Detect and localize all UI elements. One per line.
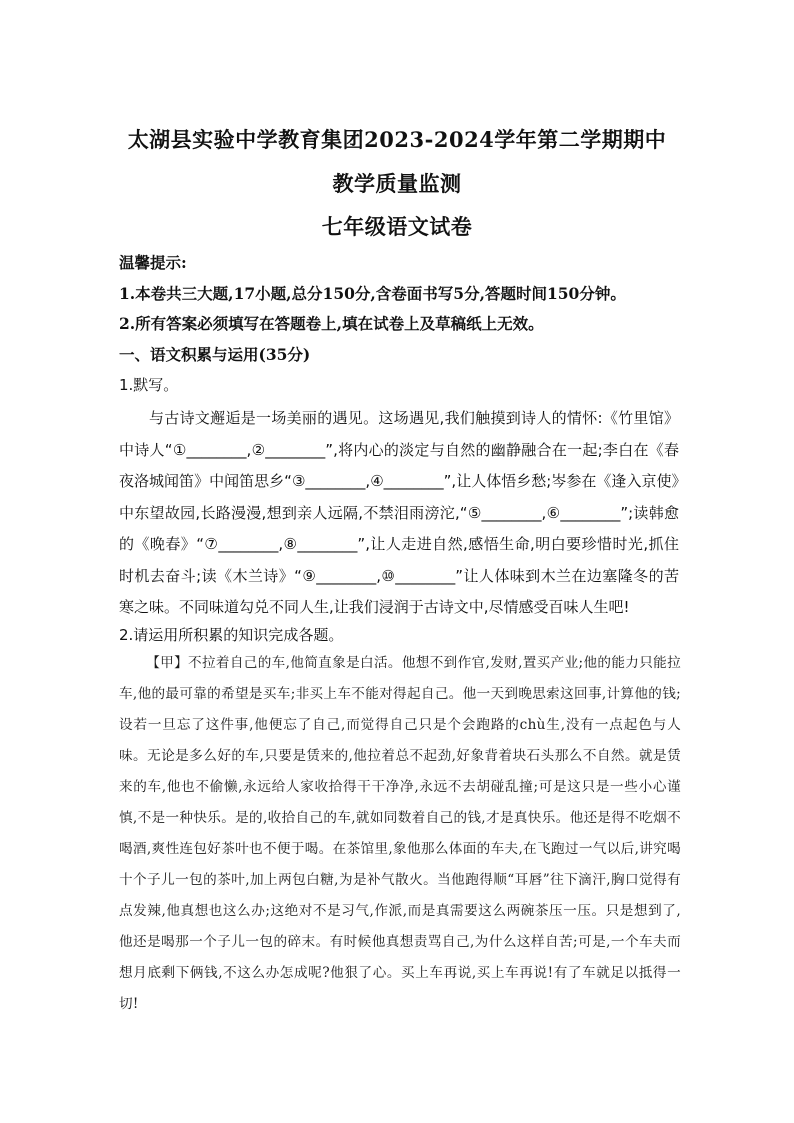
question-1-label: 1.默写。: [119, 376, 179, 394]
exam-title-line2: 教学质量监测: [332, 171, 462, 196]
question-1-body: [119, 403, 679, 624]
notice-heading: 温馨提示:: [119, 253, 187, 272]
exam-title-line3: 七年级语文试卷: [321, 214, 473, 239]
reading-passage: [119, 648, 681, 1020]
question-2-label: 2.请运用所积累的知识完成各题。: [119, 626, 344, 644]
notice-item-1: 1.本卷共三大题,17小题,总分150分,含卷面书写5分,答题时间150分钟。: [119, 284, 626, 303]
question-1-text: 与古诗文邂逅是一场美丽的遇见。这场遇见,我们触摸到诗人的情怀:《竹里馆》中诗人“①________,②________”,将内心的淡定与自然的幽静融合在一起;李白在《春夜洛城闻笛》中闻笛思乡“③________,④________”,让人体悟乡愁;岑参在《逢入京使》中东望故园,长路漫漫,想到亲人远隔,不禁泪雨滂沱,“⑤________,⑥________”;读韩愈的《晚春》“⑦________,⑧________”,让人走进自然,感悟生命,明白要珍惜时光,抓住时机去奋斗;读《木兰诗》“⑨________,⑩________”让人体味到木兰在边塞隆冬的苦寒之味。不同味道勾兑不同人生,让我们浸润于古诗文中,尽情感受百味人生吧!: [119, 409, 679, 616]
notice-item-2: 2.所有答案必须填写在答题卷上,填在试卷上及草稿纸上无效。: [119, 314, 544, 333]
passage-jia-text: 【甲】不拉着自己的车,他简直象是白活。他想不到作官,发财,置买产业;他的能力只能拉车,他的最可靠的希望是买车;非买上车不能对得起自己。他一天到晚思索这回事,计算他的钱;设若一旦忘了这件事,他便忘了自己,而觉得自己只是个会跑路的chù生,没有一点起色与人味。无论是多么好的车,只要是赁来的,他拉着总不起劲,好象背着块石头那么不自然。就是赁来的车,他也不偷懒,永远给人家收拾得干干净净,永远不去胡碰乱撞;可是这只是一些小心谨慎,不是一种快乐。是的,收拾自己的车,就如同数着自己的钱,才是真快乐。他还是得不吃烟不喝酒,爽性连包好茶叶也不便于喝。在茶馆里,象他那么体面的车夫,在飞跑过一气以后,讲究喝十个子儿一包的茶叶,加上两包白糖,为是补气散火。当他跑得顺“耳唇”往下滴汗,胸口觉得有点发辣,他真想也这么办;这绝对不是习气,作派,而是真需要这么两碗茶压一压。只是想到了,他还是喝那一个子儿一包的碎末。有时候他真想责骂自己,为什么这样自苦;可是,一个车夫而想月底剩下俩钱,不这么办怎成呢?他狠了心。买上车再说,买上车再说!有了车就足以抵得一切!: [119, 655, 681, 1012]
section-heading: 一、语文积累与运用(35分): [119, 345, 311, 364]
exam-title-line1: 太湖县实验中学教育集团2023-2024学年第二学期期中: [127, 127, 667, 152]
